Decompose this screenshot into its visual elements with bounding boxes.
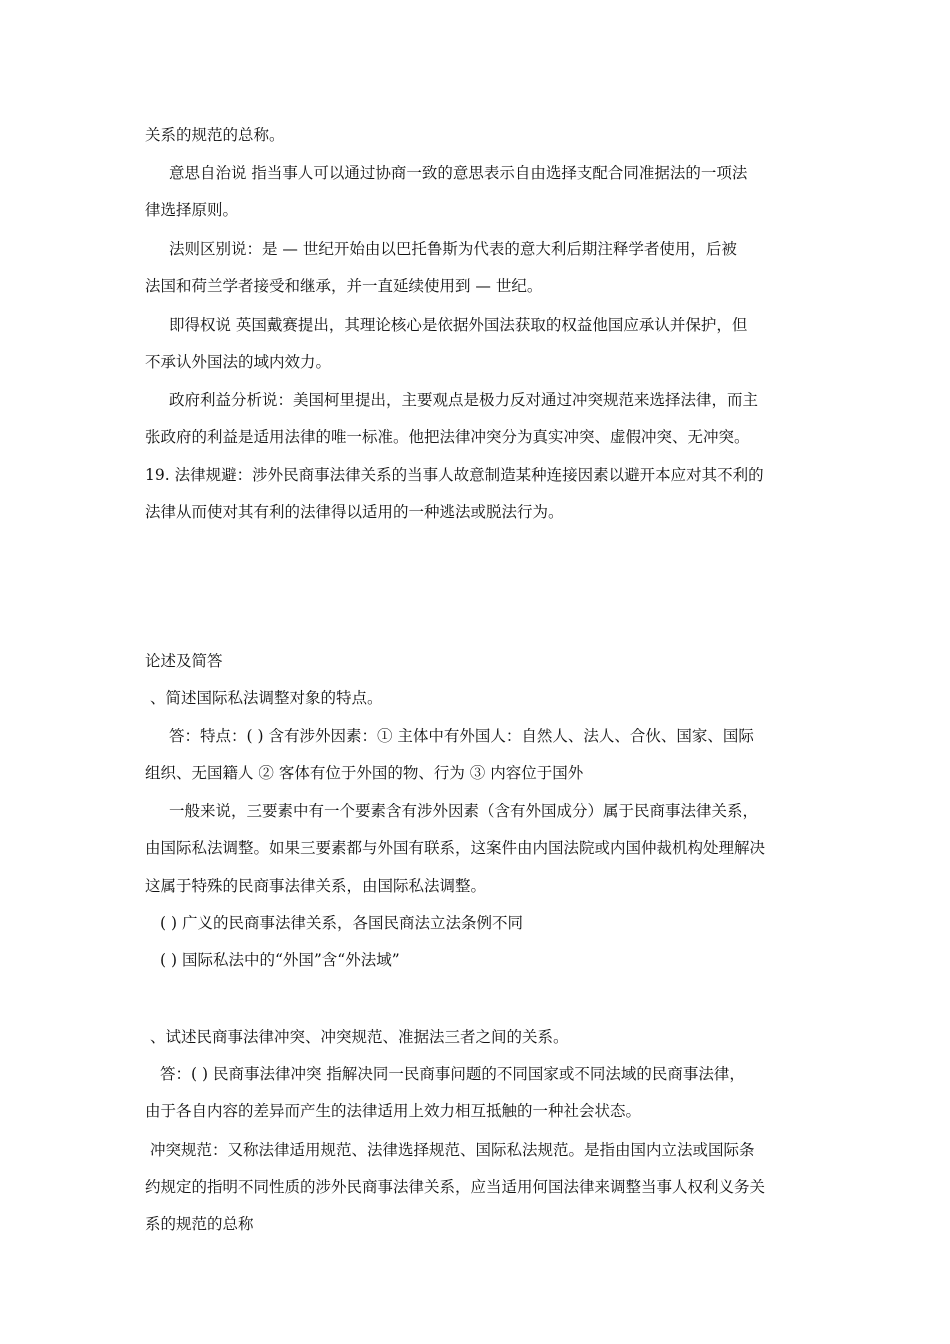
text-line: 律选择原则。 [145, 201, 239, 219]
text-line: 答：特点：( ) 含有涉外因素：① 主体中有外国人：自然人、法人、合伙、国家、国际 [169, 727, 754, 745]
question-line: 、简述国际私法调整对象的特点。 [150, 689, 383, 707]
text-line: 一般来说，三要素中有一个要素含有涉外因素（含有外国成分）属于民商事法律关系， [169, 802, 759, 820]
text-line: 冲突规范：又称法律适用规范、法律选择规范、国际私法规范。是指由国内立法或国际条 [150, 1141, 755, 1159]
text-line: 法国和荷兰学者接受和继承，并一直延续使用到 — 世纪。 [145, 277, 543, 295]
text-line: 法律从而使对其有利的法律得以适用的一种逃法或脱法行为。 [145, 503, 564, 521]
text-line: 由于各自内容的差异而产生的法律适用上效力相互抵触的一种社会状态。 [145, 1102, 642, 1120]
text-line: 由国际私法调整。如果三要素都与外国有联系，这案件由内国法院或内国仲裁机构处理解决 [145, 839, 766, 857]
text-line: 这属于特殊的民商事法律关系，由国际私法调整。 [145, 877, 487, 895]
text-line: 不承认外国法的域内效力。 [145, 353, 332, 371]
text-line: 答：( ) 民商事法律冲突 指解决同一民商事问题的不同国家或不同法域的民商事法律， [160, 1065, 745, 1083]
text-line: 即得权说 英国戴赛提出，其理论核心是依据外国法获取的权益他国应承认并保护，但 [169, 316, 748, 334]
section-heading: 论述及简答 [145, 652, 223, 670]
text-line: 组织、无国籍人 ② 客体有位于外国的物、行为 ③ 内容位于国外 [145, 764, 584, 782]
text-line: 张政府的利益是适用法律的唯一标准。他把法律冲突分为真实冲突、虚假冲突、无冲突。 [145, 428, 750, 446]
text-line: 约规定的指明不同性质的涉外民商事法律关系，应当适用何国法律来调整当事人权利义务关 [145, 1178, 766, 1196]
text-line: ( ) 国际私法中的“外国”含“外法域” [160, 951, 400, 969]
text-line: 19. 法律规避：涉外民商事法律关系的当事人故意制造某种连接因素以避开本应对其不利的 [145, 466, 764, 484]
text-line: ( ) 广义的民商事法律关系，各国民商法立法条例不同 [160, 914, 523, 932]
text-line: 意思自治说 指当事人可以通过协商一致的意思表示自由选择支配合同准据法的一项法 [169, 164, 748, 182]
text-line: 政府利益分析说：美国柯里提出，主要观点是极力反对通过冲突规范来选择法律，而主 [169, 391, 759, 409]
text-line: 关系的规范的总称。 [145, 126, 285, 144]
text-line: 系的规范的总称 [145, 1215, 254, 1233]
question-line: 、试述民商事法律冲突、冲突规范、准据法三者之间的关系。 [150, 1028, 569, 1046]
text-line: 法则区别说：是 — 世纪开始由以巴托鲁斯为代表的意大利后期注释学者使用，后被 [169, 240, 737, 258]
